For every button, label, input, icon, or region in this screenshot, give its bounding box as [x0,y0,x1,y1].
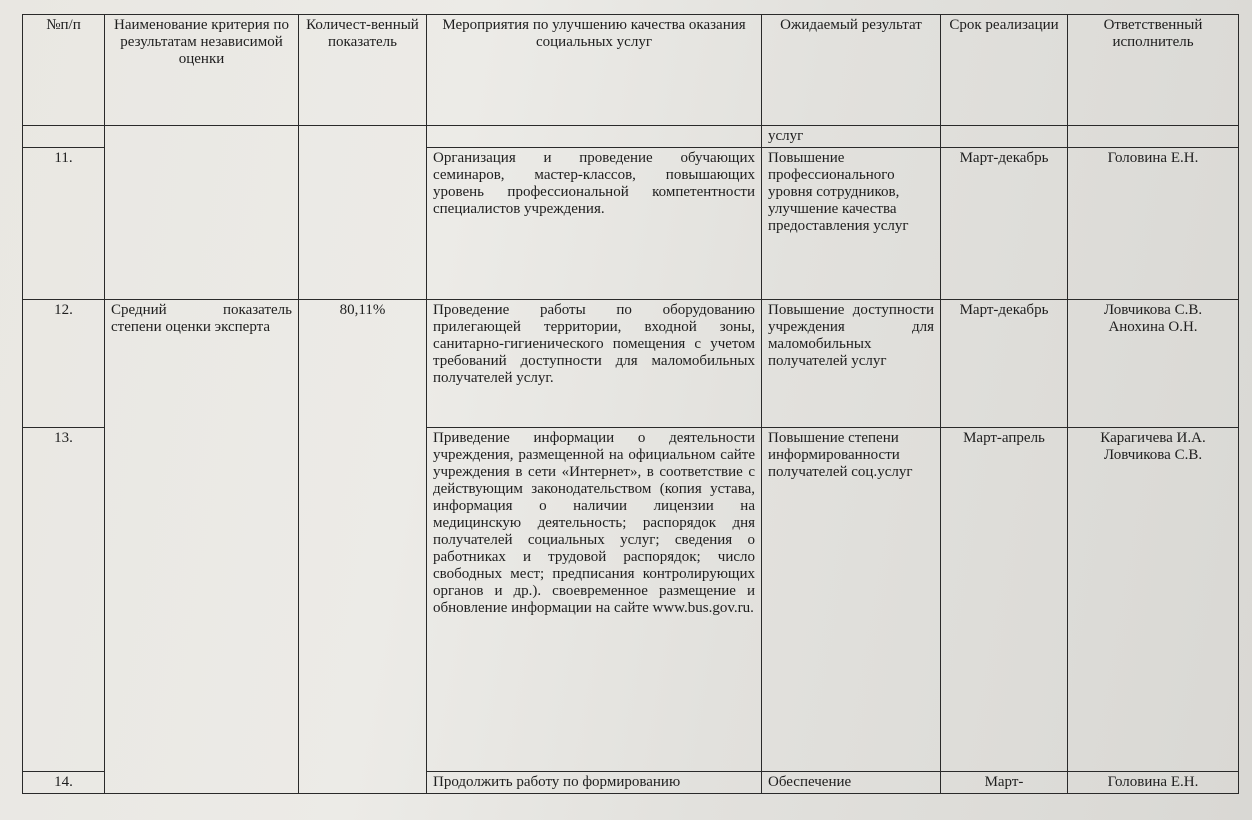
row-number: 14. [23,772,105,794]
header-measures: Мероприятия по улучшению качества оказания социальных услуг [427,15,762,126]
row-responsible: Головина Е.Н. [1068,148,1239,300]
row-measure: Продолжить работу по формированию [427,772,762,794]
row-measure: Проведение работы по оборудованию прилегающей территории, входной зоны, санитарно-гигиенического помещения с учетом требований доступности для маломобильных получателей услуг. [427,300,762,428]
cont-result: услуг [762,126,941,148]
header-num: №п/п [23,15,105,126]
cont-measure [427,126,762,148]
row-number: 11. [23,148,105,300]
plan-table [22,14,1239,794]
row-term: Март-декабрь [941,148,1068,300]
row-term: Март- [941,772,1068,794]
row-term: Март-декабрь [941,300,1068,428]
row-number: 12. [23,300,105,428]
row-criterion: Средний показатель степени оценки эксперта [105,300,299,794]
row-responsible: Ловчикова С.В. Анохина О.Н. [1068,300,1239,428]
row-responsible: Карагичева И.А. Ловчикова С.В. [1068,428,1239,772]
row-term: Март-апрель [941,428,1068,772]
row-responsible: Головина Е.Н. [1068,772,1239,794]
header-quantity: Количест-венный показатель [299,15,427,126]
row-result: Повышение степени информированности получателей соц.услуг [762,428,941,772]
row-result: Обеспечение [762,772,941,794]
header-result: Ожидаемый результат [762,15,941,126]
quantity-cell-empty [299,126,427,300]
continuation-row [23,126,1239,148]
row-result: Повышение доступности учреждения для маломобильных получателей услуг [762,300,941,428]
table-row [23,300,1239,428]
header-responsible: Ответственный исполнитель [1068,15,1239,126]
row-number: 13. [23,428,105,772]
row-result: Повышение профессионального уровня сотрудников, улучшение качества предоставления услуг [762,148,941,300]
cont-term [941,126,1068,148]
row-measure: Приведение информации о деятельности учреждения, размещенной на официальном сайте учреждения в сети «Интернет», в соответствие с действующим законодательством (копия устава, информация о наличии лицензии на медицинскую деятельность; распорядок дня получателей социальных услуг; сведения о работниках и трудовой распорядок; число свободных мест; предписания контролирующих органов и др.). своевременное размещение и обновление информации на сайте www.bus.gov.ru. [427,428,762,772]
row-measure: Организация и проведение обучающих семинаров, мастер-классов, повышающих уровень профессиональной компетентности специалистов учреждения. [427,148,762,300]
row-quantity: 80,11% [299,300,427,794]
cont-responsible [1068,126,1239,148]
header-row [23,15,1239,126]
criterion-cell-empty [105,126,299,300]
header-criterion: Наименование критерия по результатам независимой оценки [105,15,299,126]
cont-num [23,126,105,148]
header-term: Срок реализации [941,15,1068,126]
